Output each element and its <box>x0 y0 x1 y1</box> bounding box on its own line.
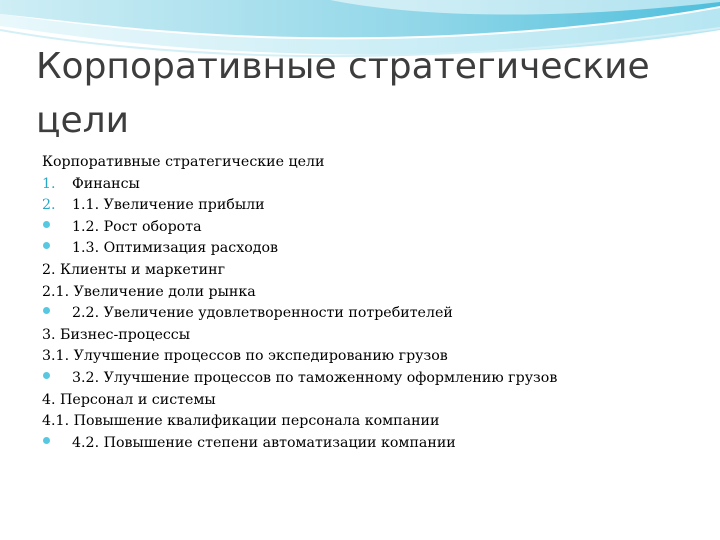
list-item-text: 2.2. Увеличение удовлетворенности потребителей <box>72 305 453 322</box>
list-item <box>42 433 702 455</box>
list-item-text: 1.1. Увеличение прибыли <box>72 197 265 214</box>
list-item-text: 1.3. Оптимизация расходов <box>72 240 278 257</box>
list-item <box>42 195 702 217</box>
list-number: 2. <box>42 197 56 214</box>
list-item <box>42 368 702 390</box>
list-item <box>42 303 702 325</box>
list-item <box>42 346 702 368</box>
list-item-text: 2.1. Увеличение доли рынка <box>42 283 256 300</box>
list-item-text: Финансы <box>72 175 140 192</box>
list-item-text: 4.2. Повышение степени автоматизации компании <box>72 434 456 451</box>
list-item-text: 1.2. Рост оборота <box>72 218 202 235</box>
list-item-text: 4. Персонал и системы <box>42 391 216 408</box>
list-item-text: 3.2. Улучшение процессов по таможенному оформлению грузов <box>72 369 558 386</box>
list-item <box>42 174 702 196</box>
list-item-text: 2. Клиенты и маркетинг <box>42 261 225 278</box>
list-item <box>42 260 702 282</box>
bullet-icon <box>42 251 72 252</box>
list-item-text: 3. Бизнес-процессы <box>42 326 191 343</box>
slide-title: Корпоративные стратегические цели <box>36 46 650 141</box>
list-number: 1. <box>42 175 56 192</box>
list-item <box>42 152 702 174</box>
list-item <box>42 411 702 433</box>
list-item-text: Корпоративные стратегические цели <box>42 154 325 170</box>
bullet-icon <box>42 446 72 447</box>
list-item-text: 3.1. Улучшение процессов по экспедированию грузов <box>42 348 448 365</box>
list-item <box>42 238 702 260</box>
bullet-icon <box>42 316 72 317</box>
slide-body <box>42 152 702 454</box>
list-item-text: 4.1. Повышение квалификации персонала компании <box>42 413 440 430</box>
list-item <box>42 390 702 412</box>
list-item <box>42 282 702 304</box>
list-item <box>42 325 702 347</box>
bullet-icon <box>42 381 72 382</box>
list-item <box>42 217 702 239</box>
bullet-icon <box>42 230 72 231</box>
